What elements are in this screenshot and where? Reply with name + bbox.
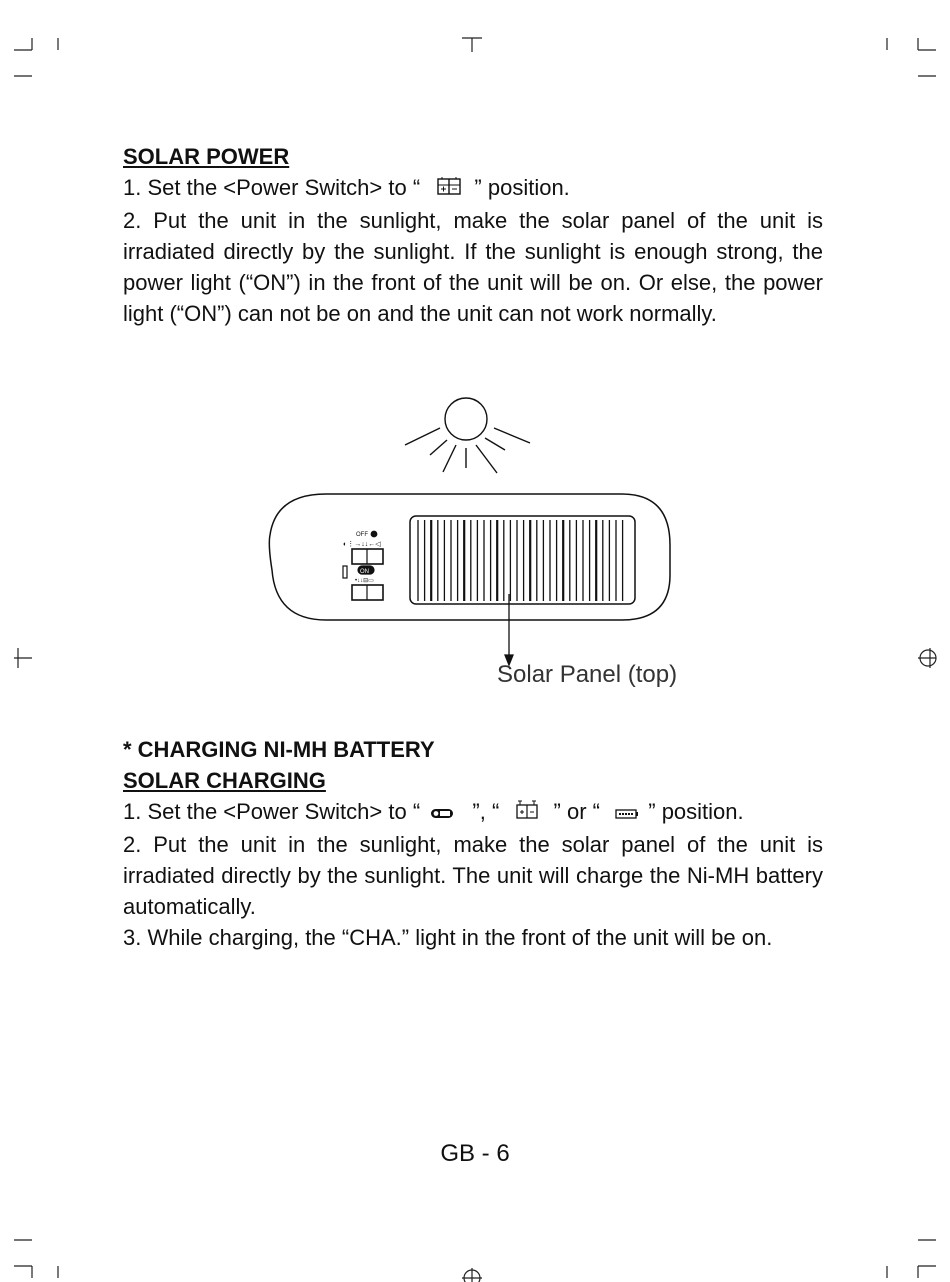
battery-plus-minus-icon-small <box>505 797 547 829</box>
charging-step1-prefix: 1. Set the <Power Switch> to “ <box>123 799 421 824</box>
sun-icon <box>405 398 530 473</box>
solar-power-step-2: 2. Put the unit in the sunlight, make the solar panel of the unit is irradiated directly by the sunlight. If the sunlight is enough strong, the power light (“ON”) in the front of the unit will be on. Or else, the power light (“ON”) can not be on and the unit can not work normally. <box>123 207 823 326</box>
charging-step1-sep2: ” or “ <box>553 799 600 824</box>
step1-suffix: ” position. <box>474 175 570 200</box>
charging-title: * CHARGING NI-MH BATTERY <box>123 737 435 762</box>
charging-step-2: 2. Put the unit in the sunlight, make the solar panel of the unit is irradiated directly by the sunlight. The unit will charge the Ni-MH battery automatically. <box>123 832 823 920</box>
solar-charging-heading: SOLAR CHARGING <box>123 768 326 793</box>
svg-text:•↓↓⊟▭: •↓↓⊟▭ <box>355 578 374 584</box>
svg-text:◐⋮→↓↓←◁: ◐⋮→↓↓←◁ <box>343 541 381 548</box>
solar-panel <box>410 516 635 604</box>
charging-step-1 <box>123 796 823 829</box>
switch-label-on: ON <box>360 569 369 575</box>
page-number: GB - 6 <box>440 1140 510 1167</box>
charging-section <box>123 734 823 953</box>
charging-step1-sep1: ”, “ <box>472 799 500 824</box>
battery-full-icon <box>606 798 642 829</box>
solar-panel-caption: Solar Panel (top) <box>497 661 678 688</box>
off-switch-icon <box>426 798 466 829</box>
switch-label-off: OFF <box>356 532 368 538</box>
charging-step1-suffix: ” position. <box>648 799 744 824</box>
solar-power-heading: SOLAR POWER <box>123 144 290 169</box>
switch-panel <box>343 531 383 600</box>
step1-prefix: 1. Set the <Power Switch> to “ <box>123 175 421 200</box>
charging-step-3: 3. While charging, the “CHA.” light in the front of the unit will be on. <box>123 925 773 951</box>
